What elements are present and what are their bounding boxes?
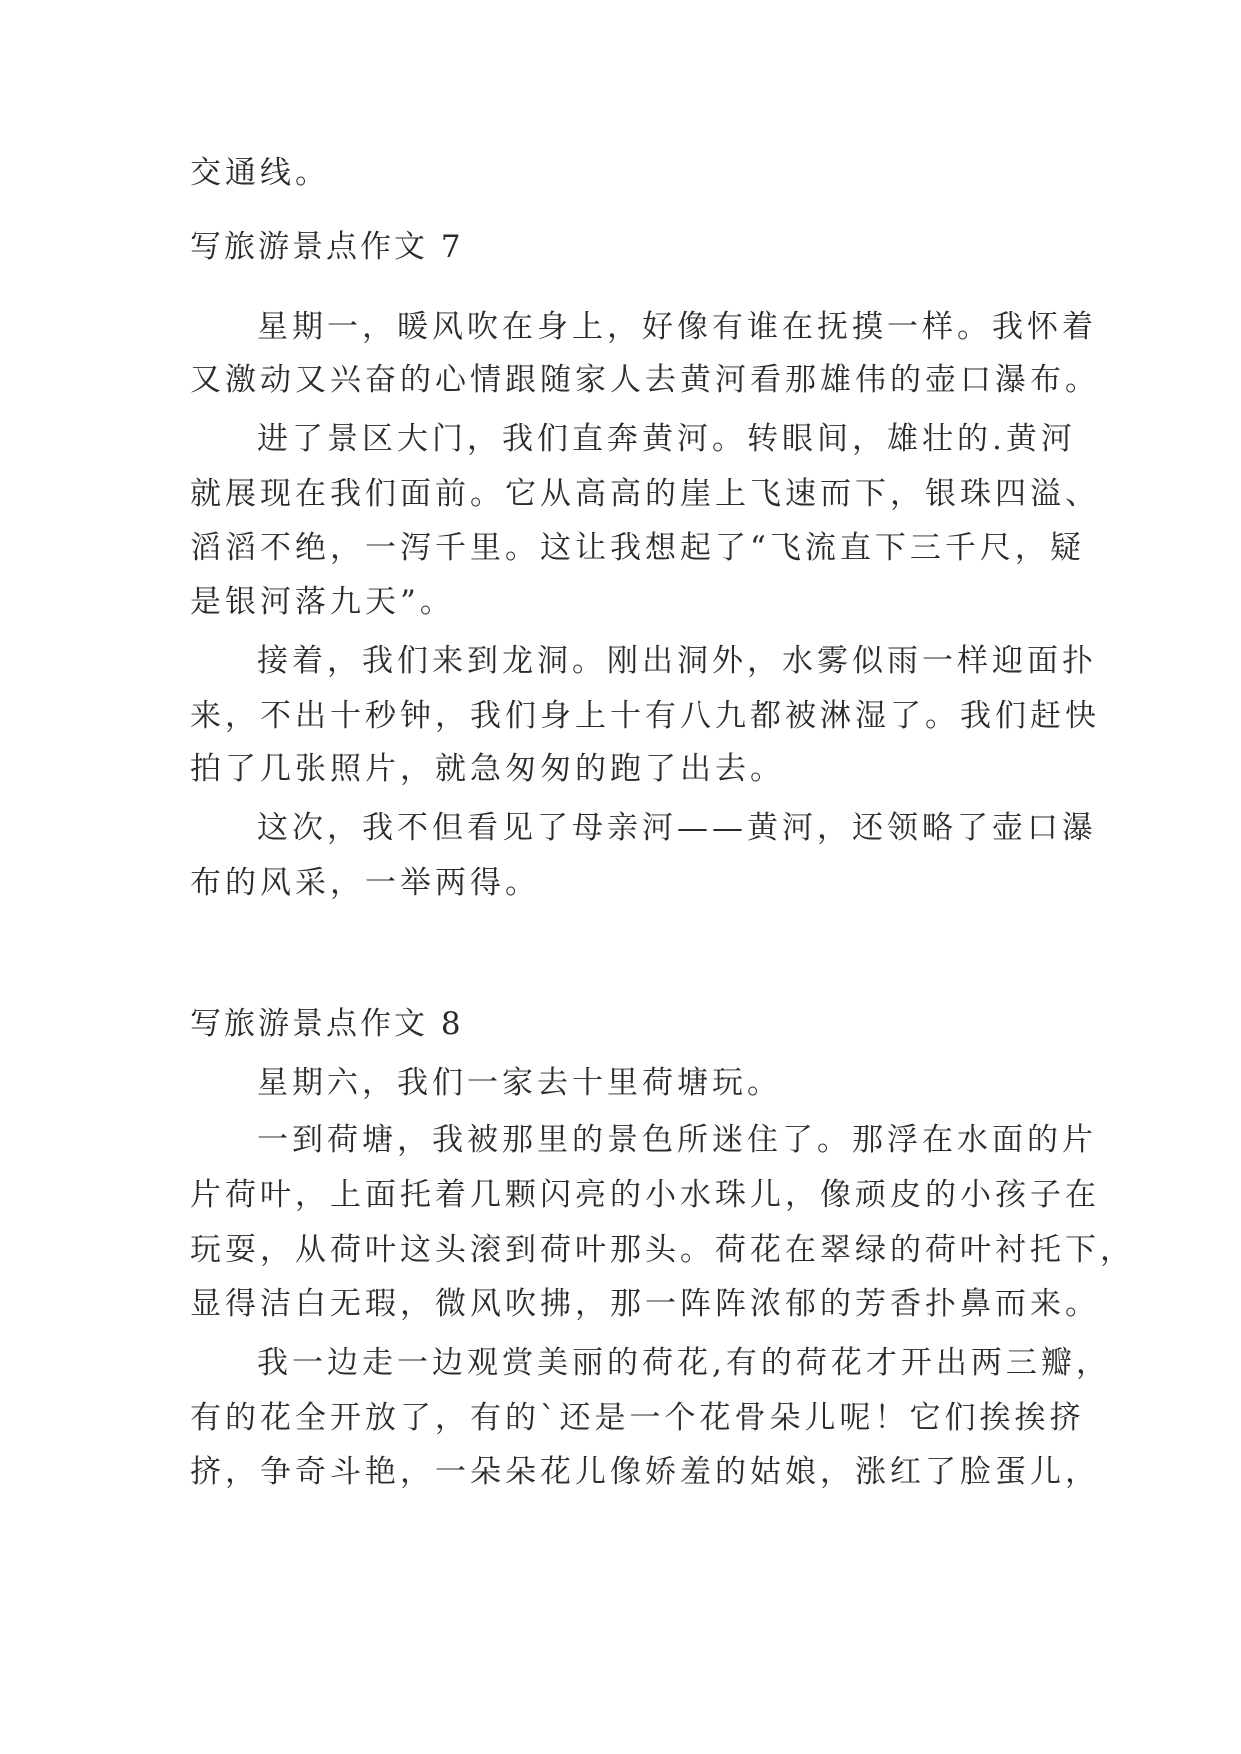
paragraph-line: 玩耍，从荷叶这头滚到荷叶那头。荷花在翠绿的荷叶衬托下， — [190, 1232, 1135, 1268]
paragraph-line: 挤，争奇斗艳，一朵朵花儿像娇羞的姑娘，涨红了脸蛋儿， — [190, 1454, 1100, 1490]
paragraph-line: 滔滔不绝，一泻千里。这让我想起了“飞流直下三千尺，疑 — [190, 530, 1085, 566]
paragraph-line: 接着，我们来到龙洞。刚出洞外，水雾似雨一样迎面扑 — [257, 643, 1097, 679]
paragraph-line: 有的花全开放了，有的`还是一个花骨朵儿呢！它们挨挨挤 — [190, 1400, 1085, 1436]
continuation-line: 交通线。 — [190, 155, 330, 191]
paragraph-line: 就展现在我们面前。它从高高的崖上飞速而下，银珠四溢、 — [190, 476, 1100, 512]
paragraph-line: 拍了几张照片，就急匆匆的跑了出去。 — [190, 751, 785, 787]
section-title-7: 写旅游景点作文 7 — [190, 229, 464, 265]
section-title-8: 写旅游景点作文 8 — [190, 1006, 464, 1042]
paragraph-line: 显得洁白无瑕，微风吹拂，那一阵阵浓郁的芳香扑鼻而来。 — [190, 1286, 1100, 1322]
paragraph-line: 星期六，我们一家去十里荷塘玩。 — [257, 1065, 782, 1101]
paragraph-line: 星期一，暖风吹在身上，好像有谁在抚摸一样。我怀着 — [257, 309, 1097, 345]
paragraph-line: 一到荷塘，我被那里的景色所迷住了。那浮在水面的片 — [257, 1122, 1097, 1158]
paragraph-line: 进了景区大门，我们直奔黄河。转眼间，雄壮的.黄河 — [257, 421, 1076, 457]
paragraph-line: 是银河落九天”。 — [190, 584, 455, 620]
paragraph-line: 布的风采，一举两得。 — [190, 865, 540, 901]
paragraph-line: 我一边走一边观赏美丽的荷花,有的荷花才开出两三瓣， — [257, 1345, 1111, 1381]
paragraph-line: 又激动又兴奋的心情跟随家人去黄河看那雄伟的壶口瀑布。 — [190, 362, 1100, 398]
paragraph-line: 这次，我不但看见了母亲河——黄河，还领略了壶口瀑 — [257, 810, 1097, 846]
paragraph-line: 片荷叶，上面托着几颗闪亮的小水珠儿，像顽皮的小孩子在 — [190, 1177, 1100, 1213]
paragraph-line: 来，不出十秒钟，我们身上十有八九都被淋湿了。我们赶快 — [190, 698, 1100, 734]
